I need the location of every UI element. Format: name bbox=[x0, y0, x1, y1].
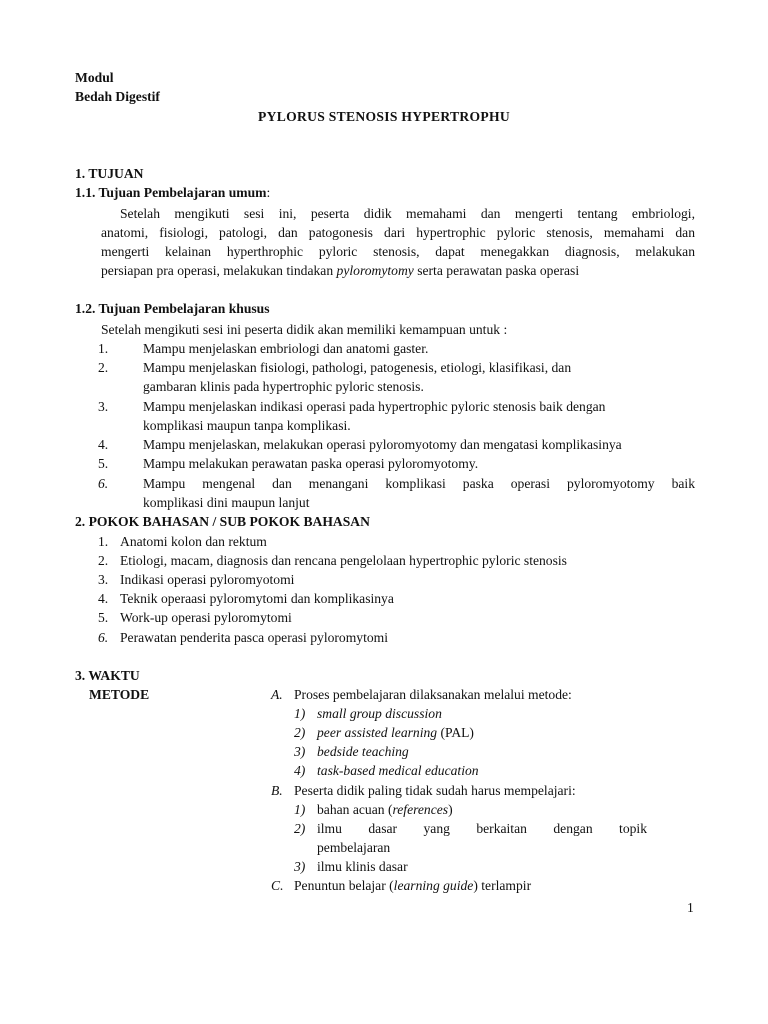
method-a-text: Proses pembelajaran dilaksanakan melalui metode: bbox=[294, 687, 572, 702]
method-letter: B. bbox=[271, 783, 283, 798]
objective-number: 1. bbox=[98, 341, 109, 356]
topic-number: 3. bbox=[98, 572, 109, 587]
subsection-1-2-heading: 1.2. Tujuan Pembelajaran khusus bbox=[75, 301, 270, 316]
method-b-item: ilmu klinis dasar bbox=[317, 859, 408, 874]
paragraph-line-4-italic: pyloromytomy bbox=[336, 263, 414, 278]
subsection-1-2-intro: Setelah mengikuti sesi ini peserta didik akan memiliki kemampuan untuk : bbox=[101, 322, 508, 337]
paragraph-line-4-a: persiapan pra operasi, melakukan tindakan bbox=[101, 263, 337, 278]
objective-text: Mampu mengenal dan menangani komplikasi paska operasi pyloromyotomy baik bbox=[143, 476, 695, 491]
topic-text: Perawatan penderita pasca operasi pyloromytomi bbox=[120, 630, 389, 645]
method-a-number: 1) bbox=[294, 706, 306, 721]
topic-text: Indikasi operasi pyloromyotomi bbox=[120, 572, 295, 587]
method-c-text bbox=[294, 876, 531, 895]
method-b-number: 3) bbox=[294, 859, 306, 874]
method-a-item: small group discussion bbox=[317, 706, 442, 721]
objective-number: 6. bbox=[98, 476, 109, 491]
paragraph-line-3: mengerti kelainan hyperthrophic pyloric stenosis, dapat menegakkan diagnosis, melakukan bbox=[101, 244, 695, 259]
module-name: Bedah Digestif bbox=[75, 89, 160, 104]
method-letter: A. bbox=[271, 687, 283, 702]
objective-text: Mampu menjelaskan fisiologi, pathologi, patogenesis, etiologi, klasifikasi, dan bbox=[143, 360, 572, 375]
method-a-item: bedside teaching bbox=[317, 744, 409, 759]
subsection-1-1-colon: : bbox=[266, 185, 271, 200]
method-a-item: task-based medical education bbox=[317, 763, 479, 778]
section-2-heading: 2. POKOK BAHASAN / SUB POKOK BAHASAN bbox=[75, 514, 370, 529]
topic-number: 4. bbox=[98, 591, 109, 606]
topic-text: Anatomi kolon dan rektum bbox=[120, 534, 267, 549]
page-title: PYLORUS STENOSIS HYPERTROPHU bbox=[258, 109, 510, 124]
method-a-item bbox=[317, 723, 474, 742]
page-number: 1 bbox=[687, 900, 694, 915]
method-b-number: 1) bbox=[294, 802, 306, 817]
method-a-item-suffix: (PAL) bbox=[437, 725, 474, 740]
objective-text-cont: komplikasi dini maupun lanjut bbox=[143, 495, 310, 510]
method-b-item bbox=[317, 800, 453, 819]
module-label: Modul bbox=[75, 70, 114, 85]
objective-text: Mampu melakukan perawatan paska operasi pyloromyotomy. bbox=[143, 456, 479, 471]
section-3-heading: 3. WAKTU bbox=[75, 668, 140, 683]
method-c-post: ) terlampir bbox=[473, 878, 532, 893]
paragraph-line-4-b: serta perawatan paska operasi bbox=[413, 263, 580, 278]
method-b-item-italic: references bbox=[392, 802, 449, 817]
method-a-number: 4) bbox=[294, 763, 306, 778]
method-letter: C. bbox=[271, 878, 284, 893]
method-c-italic: learning guide bbox=[393, 878, 474, 893]
method-a-number: 3) bbox=[294, 744, 306, 759]
paragraph-line-1: Setelah mengikuti sesi ini, peserta didik memahami dan mengerti tentang embriologi, bbox=[120, 206, 695, 221]
method-b-item: ilmu dasar yang berkaitan dengan topik bbox=[317, 821, 647, 836]
paragraph-line-2: anatomi, fisiologi, patologi, dan patogonesis dari hypertrophic pyloric stenosis, memahami dan bbox=[101, 225, 695, 240]
topic-text: Work-up operasi pyloromytomi bbox=[120, 610, 292, 625]
objective-number: 4. bbox=[98, 437, 109, 452]
metode-label: METODE bbox=[89, 687, 150, 702]
method-b-item-pre: bahan acuan ( bbox=[317, 802, 393, 817]
method-b-item-cont: pembelajaran bbox=[317, 840, 391, 855]
subsection-1-1-title: 1.1. Tujuan Pembelajaran umum bbox=[75, 185, 267, 200]
objective-text: Mampu menjelaskan embriologi dan anatomi gaster. bbox=[143, 341, 429, 356]
section-1-heading: 1. TUJUAN bbox=[75, 166, 144, 181]
topic-number: 6. bbox=[98, 630, 109, 645]
objective-text-cont: gambaran klinis pada hypertrophic pyloric stenosis. bbox=[143, 379, 424, 394]
method-a-item-italic: peer assisted learning bbox=[317, 725, 438, 740]
method-b-item-post: ) bbox=[448, 802, 453, 817]
method-c-pre: Penuntun belajar ( bbox=[294, 878, 394, 893]
topic-number: 1. bbox=[98, 534, 109, 549]
paragraph-line-4 bbox=[101, 261, 579, 280]
objective-number: 5. bbox=[98, 456, 109, 471]
subsection-1-1-heading bbox=[75, 183, 270, 202]
method-b-number: 2) bbox=[294, 821, 306, 836]
objective-number: 3. bbox=[98, 399, 109, 414]
objective-text: Mampu menjelaskan indikasi operasi pada hypertrophic pyloric stenosis baik dengan bbox=[143, 399, 606, 414]
objective-number: 2. bbox=[98, 360, 109, 375]
topic-number: 5. bbox=[98, 610, 109, 625]
topic-number: 2. bbox=[98, 553, 109, 568]
topic-text: Etiologi, macam, diagnosis dan rencana pengelolaan hypertrophic pyloric stenosis bbox=[120, 553, 567, 568]
objective-text-cont: komplikasi maupun tanpa komplikasi. bbox=[143, 418, 351, 433]
topic-text: Teknik operaasi pyloromytomi dan komplikasinya bbox=[120, 591, 394, 606]
method-b-text: Peserta didik paling tidak sudah harus mempelajari: bbox=[294, 783, 576, 798]
method-a-number: 2) bbox=[294, 725, 306, 740]
objective-text: Mampu menjelaskan, melakukan operasi pyloromyotomy dan mengatasi komplikasinya bbox=[143, 437, 622, 452]
